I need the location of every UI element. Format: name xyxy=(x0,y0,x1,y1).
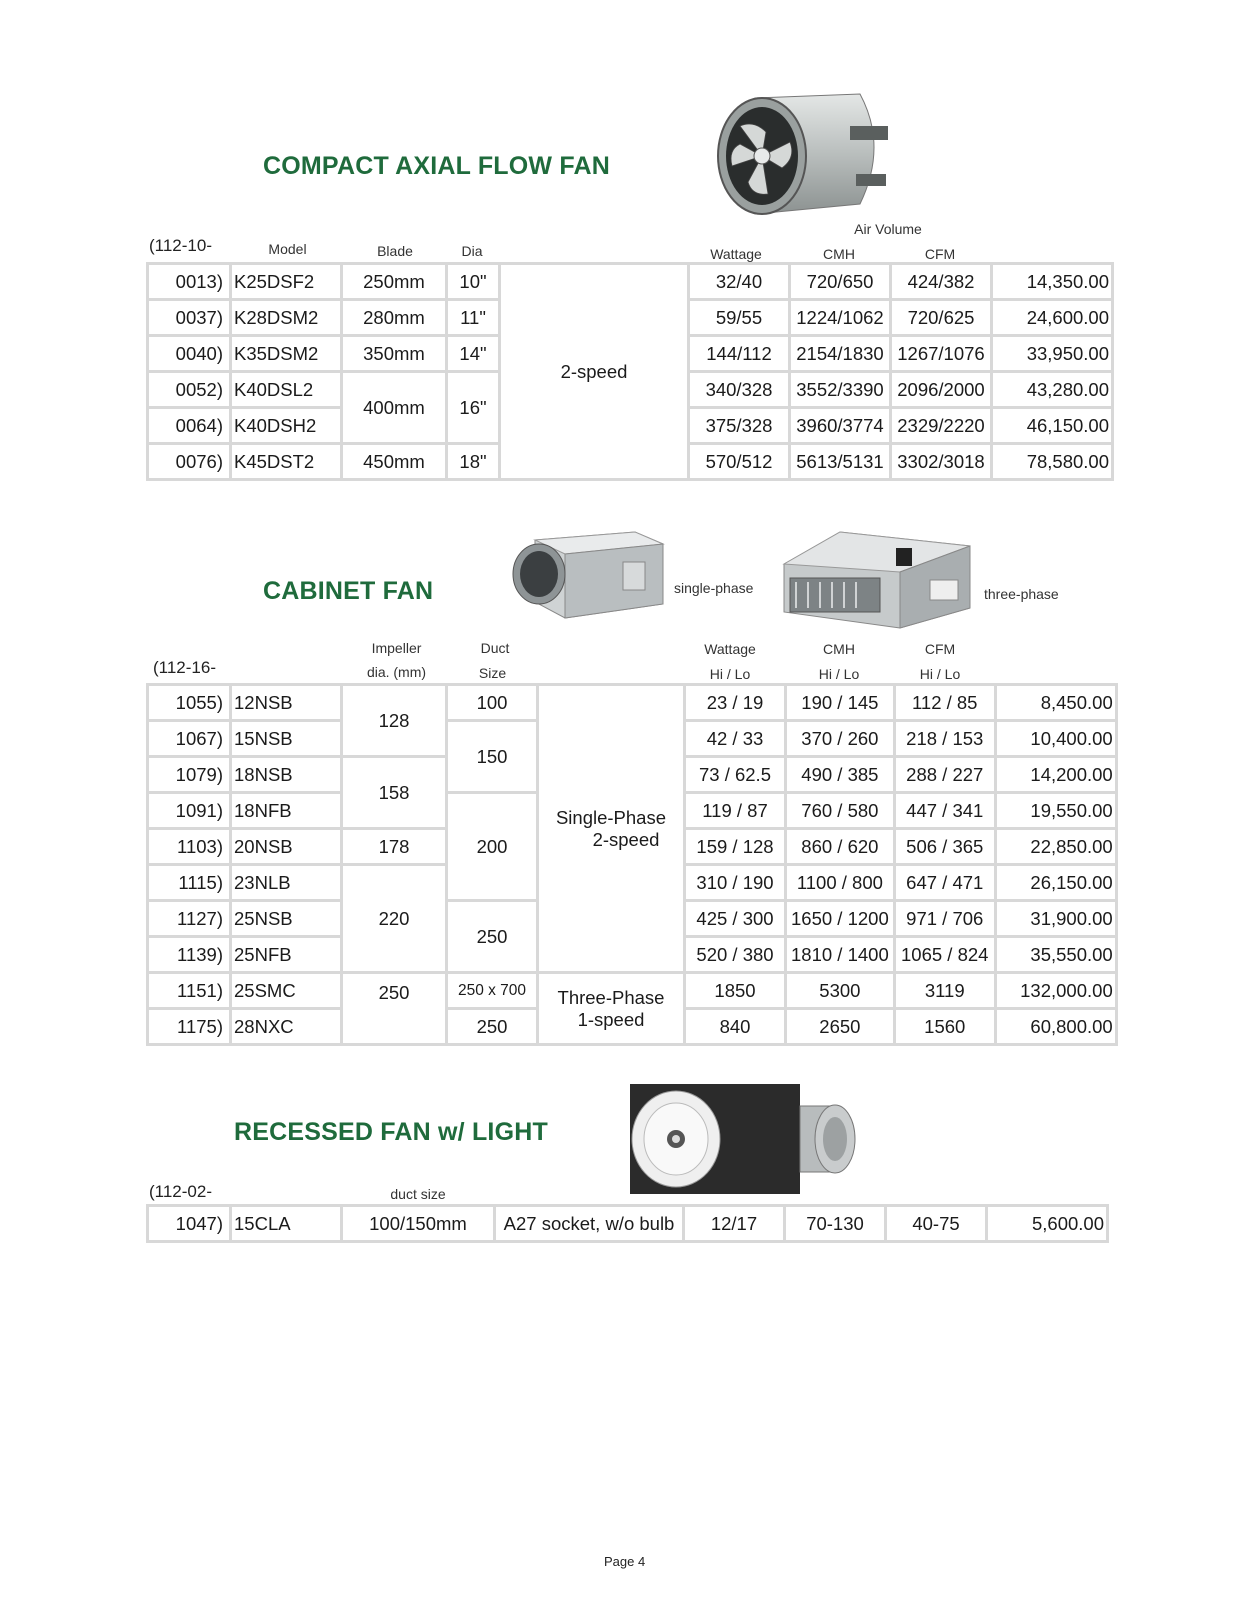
duct-size: 200 xyxy=(448,794,536,899)
recessed-code-prefix: (112-02- xyxy=(149,1182,212,1201)
wattage: 32/40 xyxy=(690,265,788,298)
cfm: 40-75 xyxy=(887,1207,985,1240)
item-code: 0052) xyxy=(149,373,229,406)
cabinet-header-cmh-hilo: Hi / Lo xyxy=(818,666,860,682)
price: 78,580.00 xyxy=(993,445,1111,478)
cmh: 1650 / 1200 xyxy=(787,902,893,935)
cfm: 218 / 153 xyxy=(896,722,994,755)
duct-size: 250 xyxy=(448,1010,536,1043)
wattage: 59/55 xyxy=(690,301,788,334)
model-name: K40DSH2 xyxy=(232,409,340,442)
cfm: 2096/2000 xyxy=(892,373,990,406)
model-name: K40DSL2 xyxy=(232,373,340,406)
item-code: 0076) xyxy=(149,445,229,478)
cmh: 1100 / 800 xyxy=(787,866,893,899)
impeller-dia: 158 xyxy=(343,758,445,827)
axial-header-blade: Blade xyxy=(377,243,413,259)
item-code: 1067) xyxy=(149,722,229,755)
impeller-dia: 220 xyxy=(343,866,445,971)
model-name: K35DSM2 xyxy=(232,337,340,370)
diameter: 14" xyxy=(448,337,498,370)
phase-label: Three-Phase xyxy=(557,986,665,1008)
model-name: 15CLA xyxy=(232,1207,340,1240)
cmh: 3960/3774 xyxy=(791,409,889,442)
item-code: 0040) xyxy=(149,337,229,370)
model-name: 25SMC xyxy=(232,974,340,1007)
item-code: 1055) xyxy=(149,686,229,719)
item-code: 1047) xyxy=(149,1207,229,1240)
price: 35,550.00 xyxy=(997,938,1115,971)
cmh: 5300 xyxy=(787,974,893,1007)
price: 46,150.00 xyxy=(993,409,1111,442)
wattage: 23 / 19 xyxy=(686,686,784,719)
cfm: 2329/2220 xyxy=(892,409,990,442)
axial-fan-image xyxy=(710,86,900,221)
cmh: 2650 xyxy=(787,1010,893,1043)
model-name: 12NSB xyxy=(232,686,340,719)
diameter: 16" xyxy=(448,373,498,442)
wattage: 73 / 62.5 xyxy=(686,758,784,791)
cabinet-price-table xyxy=(146,683,1118,1046)
cfm: 647 / 471 xyxy=(896,866,994,899)
speed-label: 1-speed xyxy=(577,1008,645,1030)
price: 10,400.00 xyxy=(997,722,1115,755)
table-row xyxy=(149,974,1115,1007)
price: 31,900.00 xyxy=(997,902,1115,935)
axial-section-title: COMPACT AXIAL FLOW FAN xyxy=(263,152,610,180)
blade-size: 250mm xyxy=(343,265,445,298)
cmh: 1224/1062 xyxy=(791,301,889,334)
cmh: 860 / 620 xyxy=(787,830,893,863)
cabinet-header-cfm: CFM xyxy=(924,641,956,657)
blade-size: 400mm xyxy=(343,373,445,442)
price: 8,450.00 xyxy=(997,686,1115,719)
diameter: 18" xyxy=(448,445,498,478)
three-phase-caption: three-phase xyxy=(984,586,1059,602)
item-code: 1139) xyxy=(149,938,229,971)
cfm: 720/625 xyxy=(892,301,990,334)
wattage: 42 / 33 xyxy=(686,722,784,755)
cmh: 760 / 580 xyxy=(787,794,893,827)
impeller-dia: 178 xyxy=(343,830,445,863)
item-code: 1115) xyxy=(149,866,229,899)
axial-header-cfm: CFM xyxy=(924,246,956,262)
table-row xyxy=(149,1207,1106,1240)
wattage: 12/17 xyxy=(685,1207,783,1240)
cmh: 70-130 xyxy=(786,1207,884,1240)
model-name: 23NLB xyxy=(232,866,340,899)
model-name: K25DSF2 xyxy=(232,265,340,298)
three-phase-cabinet-fan-image xyxy=(780,528,980,630)
wattage: 310 / 190 xyxy=(686,866,784,899)
wattage: 520 / 380 xyxy=(686,938,784,971)
item-code: 1103) xyxy=(149,830,229,863)
item-code: 0013) xyxy=(149,265,229,298)
wattage: 340/328 xyxy=(690,373,788,406)
axial-header-wattage: Wattage xyxy=(710,246,762,262)
cfm: 288 / 227 xyxy=(896,758,994,791)
axial-header-dia: Dia xyxy=(461,243,483,259)
cmh: 490 / 385 xyxy=(787,758,893,791)
wattage: 570/512 xyxy=(690,445,788,478)
model-name: 18NSB xyxy=(232,758,340,791)
price: 22,850.00 xyxy=(997,830,1115,863)
diameter: 10" xyxy=(448,265,498,298)
axial-code-prefix: (112-10- xyxy=(149,236,212,255)
item-code: 1151) xyxy=(149,974,229,1007)
cmh: 1810 / 1400 xyxy=(787,938,893,971)
blade-size: 350mm xyxy=(343,337,445,370)
impeller-dia: 250 xyxy=(343,974,445,1043)
wattage: 375/328 xyxy=(690,409,788,442)
cabinet-section-title: CABINET FAN xyxy=(263,577,434,605)
table-row xyxy=(149,265,1111,298)
duct-size: 100 xyxy=(448,686,536,719)
socket-type: A27 socket, w/o bulb xyxy=(496,1207,682,1240)
cabinet-header-impeller: Impeller xyxy=(371,640,422,656)
model-name: 20NSB xyxy=(232,830,340,863)
model-name: 28NXC xyxy=(232,1010,340,1043)
price: 132,000.00 xyxy=(997,974,1115,1007)
wattage: 119 / 87 xyxy=(686,794,784,827)
cabinet-header-duct-size: Size xyxy=(478,665,507,681)
cfm: 447 / 341 xyxy=(896,794,994,827)
cmh: 190 / 145 xyxy=(787,686,893,719)
speed-type: 2-speed xyxy=(501,265,687,478)
price: 33,950.00 xyxy=(993,337,1111,370)
phase-speed xyxy=(539,686,683,971)
model-name: 18NFB xyxy=(232,794,340,827)
recessed-section-title: RECESSED FAN w/ LIGHT xyxy=(234,1118,548,1146)
item-code: 0064) xyxy=(149,409,229,442)
axial-header-model: Model xyxy=(268,241,307,257)
cfm: 1065 / 824 xyxy=(896,938,994,971)
cabinet-header-cmh: CMH xyxy=(823,641,855,657)
price: 14,350.00 xyxy=(993,265,1111,298)
diameter: 11" xyxy=(448,301,498,334)
cmh: 3552/3390 xyxy=(791,373,889,406)
cabinet-header-wattage-hilo: Hi / Lo xyxy=(709,666,751,682)
cabinet-code-prefix: (112-16- xyxy=(153,658,216,677)
cmh: 720/650 xyxy=(791,265,889,298)
cabinet-header-cfm-hilo: Hi / Lo xyxy=(919,666,961,682)
recessed-header-duct-size: duct size xyxy=(390,1186,446,1202)
blade-size: 280mm xyxy=(343,301,445,334)
cmh: 370 / 260 xyxy=(787,722,893,755)
wattage: 425 / 300 xyxy=(686,902,784,935)
model-name: 25NSB xyxy=(232,902,340,935)
item-code: 1079) xyxy=(149,758,229,791)
single-phase-caption: single-phase xyxy=(674,580,754,596)
item-code: 1175) xyxy=(149,1010,229,1043)
price: 60,800.00 xyxy=(997,1010,1115,1043)
single-phase-cabinet-fan-image xyxy=(505,522,665,620)
price: 26,150.00 xyxy=(997,866,1115,899)
model-name: 25NFB xyxy=(232,938,340,971)
duct-size: 150 xyxy=(448,722,536,791)
model-name: K28DSM2 xyxy=(232,301,340,334)
speed-label: 2-speed xyxy=(592,828,660,850)
cfm: 424/382 xyxy=(892,265,990,298)
cfm: 112 / 85 xyxy=(896,686,994,719)
phase-label: Single-Phase xyxy=(555,806,667,828)
duct-size: 250 xyxy=(448,902,536,971)
table-row xyxy=(149,686,1115,719)
recessed-price-table xyxy=(146,1204,1109,1243)
axial-header-cmh: CMH xyxy=(823,246,855,262)
price: 19,550.00 xyxy=(997,794,1115,827)
item-code: 1127) xyxy=(149,902,229,935)
cfm: 3302/3018 xyxy=(892,445,990,478)
cfm: 1267/1076 xyxy=(892,337,990,370)
wattage: 144/112 xyxy=(690,337,788,370)
duct-size: 250 x 700 xyxy=(448,974,536,1007)
wattage: 840 xyxy=(686,1010,784,1043)
model-name: K45DST2 xyxy=(232,445,340,478)
cabinet-header-duct: Duct xyxy=(480,640,510,656)
page-number: Page 4 xyxy=(604,1554,646,1569)
recessed-fan-image xyxy=(630,1084,860,1194)
axial-price-table xyxy=(146,262,1114,481)
cabinet-header-wattage: Wattage xyxy=(704,641,756,657)
model-name: 15NSB xyxy=(232,722,340,755)
phase-speed xyxy=(539,974,683,1043)
price: 5,600.00 xyxy=(988,1207,1106,1240)
axial-header-air-volume: Air Volume xyxy=(854,221,922,237)
cabinet-header-impeller-unit: dia. (mm) xyxy=(366,664,427,680)
duct-size: 100/150mm xyxy=(343,1207,493,1240)
wattage: 159 / 128 xyxy=(686,830,784,863)
cfm: 506 / 365 xyxy=(896,830,994,863)
price: 14,200.00 xyxy=(997,758,1115,791)
cmh: 5613/5131 xyxy=(791,445,889,478)
price: 24,600.00 xyxy=(993,301,1111,334)
item-code: 0037) xyxy=(149,301,229,334)
cfm: 1560 xyxy=(896,1010,994,1043)
blade-size: 450mm xyxy=(343,445,445,478)
impeller-dia: 128 xyxy=(343,686,445,755)
cfm: 971 / 706 xyxy=(896,902,994,935)
item-code: 1091) xyxy=(149,794,229,827)
wattage: 1850 xyxy=(686,974,784,1007)
price: 43,280.00 xyxy=(993,373,1111,406)
cfm: 3119 xyxy=(896,974,994,1007)
cmh: 2154/1830 xyxy=(791,337,889,370)
